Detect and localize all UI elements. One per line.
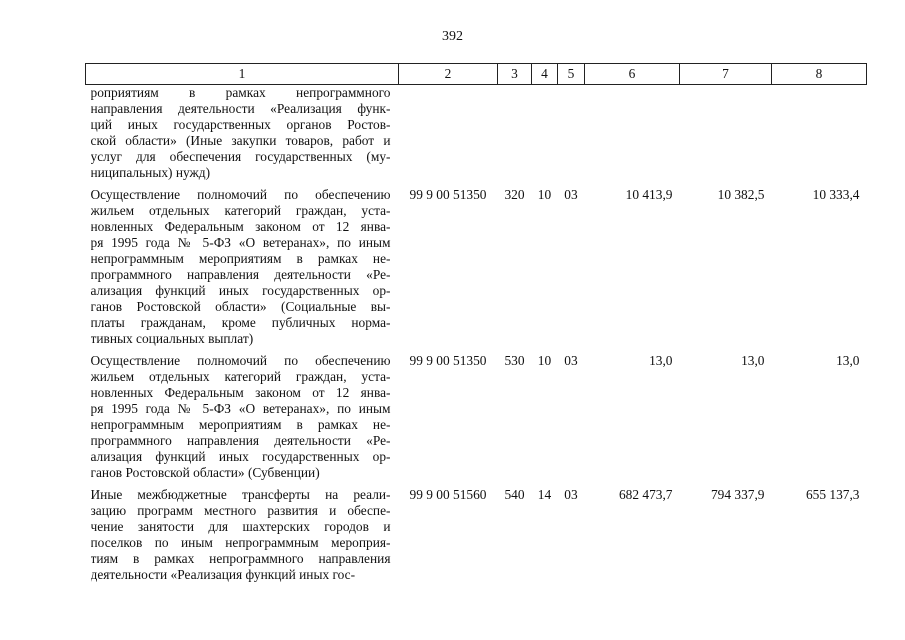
description-line: зацию программ местного развития и обеспе- <box>90 503 391 518</box>
description-line: ализация функций иных государственных ор- <box>90 283 391 298</box>
subsection-cell: 03 <box>564 187 578 202</box>
target-article-cell <box>399 85 498 188</box>
expense-type-cell <box>498 85 532 188</box>
description-line: ря 1995 года № 5-ФЗ «О ветеранах», по иным <box>90 401 391 416</box>
description-line: ций иных государственных органов Ростов- <box>90 117 391 132</box>
description-line: новленных Федеральным законом от 12 янва- <box>90 219 391 234</box>
description-cell <box>86 353 399 487</box>
description-line: платы гражданам, кроме публичных норма- <box>90 315 391 330</box>
description-line: тиям в рамках непрограммного направления <box>90 551 391 566</box>
description-line: ализация функций иных государственных ор- <box>90 449 391 464</box>
table-row <box>86 85 867 188</box>
header-row <box>86 64 867 85</box>
amount-year3-cell: 10 333,4 <box>812 187 860 202</box>
target-article-cell: 99 9 00 51560 <box>409 487 487 502</box>
amount-year2-cell: 13,0 <box>741 353 765 368</box>
description-line: чение занятости для шахтерских городов и <box>90 519 391 534</box>
description-line: тивных социальных выплат) <box>90 331 254 346</box>
target-article-cell: 99 9 00 51350 <box>409 353 487 368</box>
description-line: Иные межбюджетные трансферты на реали- <box>90 487 391 502</box>
budget-table <box>85 63 867 589</box>
description-line: ниципальных) нужд) <box>90 165 211 180</box>
amount-year1-cell <box>585 85 680 188</box>
description-line: направления деятельности «Реализация функ- <box>90 101 391 116</box>
expense-type-cell: 320 <box>504 187 525 202</box>
column-header-4: 4 <box>532 64 558 85</box>
section-cell: 10 <box>537 187 552 202</box>
description-line: услуг для обеспечения государственных (му- <box>90 149 391 164</box>
section-cell <box>532 85 558 188</box>
subsection-cell: 03 <box>564 487 578 502</box>
description-line: ганов Ростовской области» (Субвенции) <box>90 465 320 480</box>
expense-type-cell: 540 <box>504 487 525 502</box>
description-line: новленных Федеральным законом от 12 янва- <box>90 385 391 400</box>
section-cell: 10 <box>537 353 552 368</box>
section-cell: 14 <box>537 487 552 502</box>
column-header-7: 7 <box>680 64 772 85</box>
description-line: непрограммным мероприятиям в рамках не- <box>90 417 391 432</box>
description-line: ря 1995 года № 5-ФЗ «О ветеранах», по иным <box>90 235 391 250</box>
description-line: Осуществление полномочий по обеспечению <box>90 187 391 202</box>
subsection-cell <box>558 85 585 188</box>
amount-year1-cell: 682 473,7 <box>618 487 673 502</box>
description-line: Осуществление полномочий по обеспечению <box>90 353 391 368</box>
amount-year2-cell <box>680 85 772 188</box>
description-cell <box>86 85 399 188</box>
amount-year3-cell: 13,0 <box>836 353 860 368</box>
page-number: 392 <box>442 29 463 44</box>
description-line: ганов Ростовской области» (Социальные вы- <box>90 299 391 314</box>
amount-year1-cell: 13,0 <box>649 353 673 368</box>
amount-year3-cell: 655 137,3 <box>805 487 860 502</box>
description-line: программного направления деятельности «Ре- <box>90 433 391 448</box>
table-row <box>86 487 867 589</box>
description-cell <box>86 187 399 353</box>
amount-year2-cell: 794 337,9 <box>710 487 765 502</box>
target-article-cell: 99 9 00 51350 <box>409 187 487 202</box>
description-line: непрограммным мероприятиям в рамках не- <box>90 251 391 266</box>
description-line: поселков по иным непрограммным мероприя- <box>90 535 391 550</box>
description-line: деятельности «Реализация функций иных гос- <box>90 567 356 582</box>
description-line: жильем отдельных категорий граждан, уста- <box>90 203 391 218</box>
table-body <box>86 85 867 590</box>
column-header-6: 6 <box>585 64 680 85</box>
column-header-8: 8 <box>772 64 867 85</box>
description-line: роприятиям в рамках непрограммного <box>90 85 391 100</box>
amount-year3-cell <box>772 85 867 188</box>
column-header-5: 5 <box>558 64 585 85</box>
table-row <box>86 353 867 487</box>
description-line: ской области» (Иные закупки товаров, работ и <box>90 133 391 148</box>
description-cell <box>86 487 399 589</box>
amount-year2-cell: 10 382,5 <box>717 187 765 202</box>
description-line: жильем отдельных категорий граждан, уста- <box>90 369 391 384</box>
expense-type-cell: 530 <box>504 353 525 368</box>
column-header-3: 3 <box>498 64 532 85</box>
amount-year1-cell: 10 413,9 <box>625 187 673 202</box>
subsection-cell: 03 <box>564 353 578 368</box>
column-header-1: 1 <box>86 64 399 85</box>
table-row <box>86 187 867 353</box>
column-header-2: 2 <box>399 64 498 85</box>
description-line: программного направления деятельности «Ре- <box>90 267 391 282</box>
